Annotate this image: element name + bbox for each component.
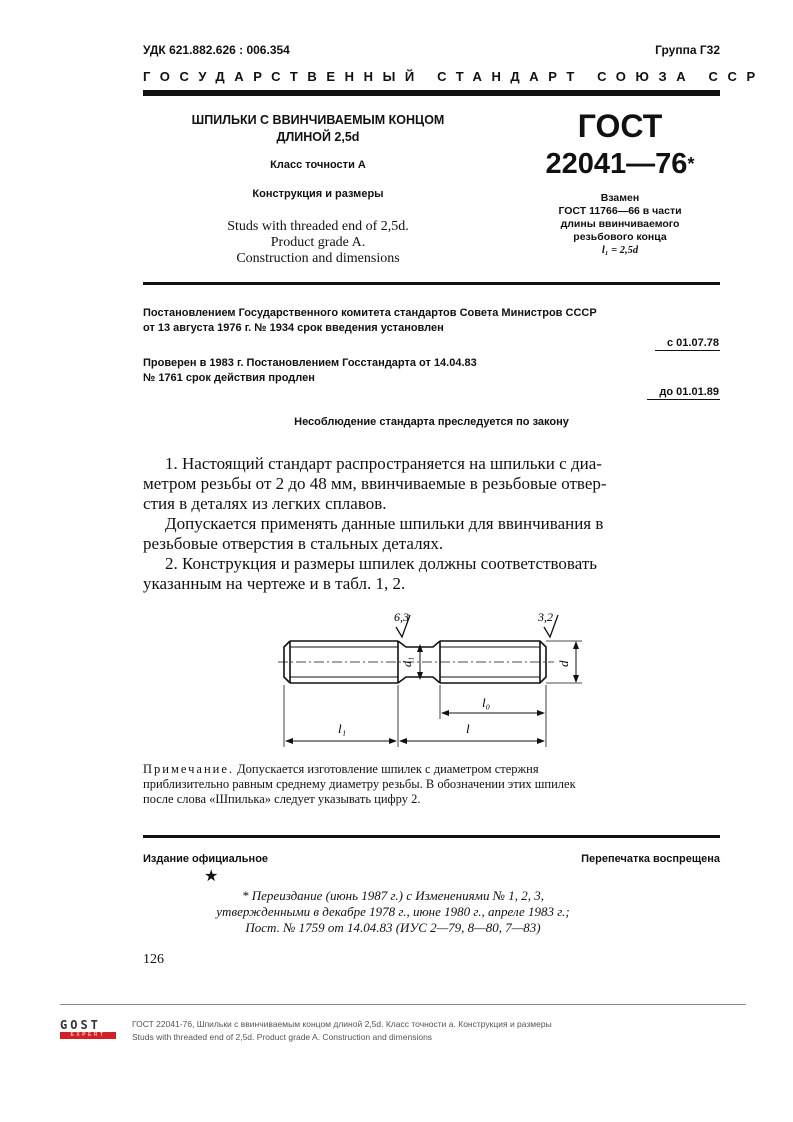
note-line2: приблизительно равным среднему диаметру резьбы. В обозначении этих шпилек [143,777,576,791]
english-title-line2: Product grade A. [270,235,366,250]
stud-drawing [270,605,600,755]
gostexpert-logo[interactable] [60,1019,116,1039]
gost-block [520,108,720,257]
p3-line2: указанным на чертеже и в табл. 1, 2. [143,574,406,593]
official-edition: Издание официальное [143,853,269,865]
expiry-date: до 01.01.89 [647,386,720,400]
gost-star: * [687,154,695,174]
note-label: Примечание. [143,762,235,776]
english-title-line1: Studs with threaded end of 2,5d. [227,219,409,234]
logo-expert-text: EXPERT [60,1032,116,1039]
p1-line1: 1. Настоящий стандарт распространяется на шпильки с диа- [165,454,602,473]
l0-label: l₀ [482,695,491,710]
subtitle: Конструкция и размеры [252,188,384,200]
reprint-prohibited: Перепечатка воспрещена [581,853,720,865]
replaces-line2: ГОСТ 11766—66 в части [558,205,682,217]
replaces-line3: длины ввинчиваемого [560,218,680,230]
page-number: 126 [143,952,164,967]
law-warning: Несоблюдение стандарта преследуется по закону [294,416,569,428]
logo-gost-text: GOST [60,1018,101,1032]
d-label: d [556,660,571,667]
gost-label: ГОСТ [577,108,663,144]
replaces-line4: резьбового конца [573,231,667,243]
decree-line1: Постановлением Государственного комитета стандартов Совета Министров СССР [143,307,597,319]
english-title-line3: Construction and dimensions [236,251,400,266]
banner-title: ГОСУДАРСТВЕННЫЙ СТАНДАРТ СОЮЗА ССР [143,69,765,84]
reissue-block [143,888,643,936]
effective-date: с 01.07.78 [655,337,720,351]
footer-rule [143,835,720,838]
roughness-value-2: 3,2 [538,610,553,624]
title-line1: ШПИЛЬКИ С ВВИНЧИВАЕМЫМ КОНЦОМ [191,113,445,127]
checked-block [143,356,477,386]
p3-line1: 2. Конструкция и размеры шпилек должны соответствовать [165,554,597,573]
gost-number: 22041—76 [545,148,688,180]
p2-line1: Допускается применять данные шпильки для ввинчивания в [165,514,604,533]
reissue-line1: * Переиздание (июнь 1987 г.) с Изменениями № 1, 2, 3, [242,888,544,903]
roughness-value-1: 6,3 [394,610,409,624]
udk-code: УДК 621.882.626 : 006.354 [143,43,290,57]
extension-lines [284,685,546,747]
decree-block [143,306,720,336]
decree-line2: от 13 августа 1976 г. № 1934 срок введения установлен [143,322,444,334]
replaces-line1: Взамен [600,192,640,204]
body-text [143,454,720,594]
note-line3: после слова «Шпилька» следует указывать цифру 2. [143,792,421,806]
header-bottom-rule [143,282,720,285]
site-footer-rule [60,1004,746,1005]
banner-rule [143,90,720,96]
title-block [143,112,493,203]
reissue-line3: Пост. № 1759 от 14.04.83 (ИУС 2—79, 8—80, 7—83) [245,920,541,935]
english-title [143,219,493,267]
title-line2: ДЛИНОЙ 2,5d [276,130,360,144]
star-icon: ★ [204,868,219,885]
reissue-line2: утвержденными в декабре 1978 г., июне 1980 г., апреле 1983 г.; [216,904,570,919]
site-footer-text [132,1018,552,1044]
group-code: Группа Г32 [655,43,720,57]
p1-line2: метром резьбы от 2 до 48 мм, ввинчиваемые в резьбовые отвер- [143,474,607,493]
l1-label: l₁ [338,721,347,736]
d1-label: d₁ [400,656,414,667]
site-footer-line2: Studs with threaded end of 2,5d. Product grade A. Construction and dimensions [132,1032,433,1042]
accuracy-class: Класс точности А [270,159,366,171]
replaces-line5: l₁ = 2,5d [601,245,639,256]
replaces-block [520,192,720,257]
l-label: l [466,721,470,736]
note-line1: Допускается изготовление шпилек с диаметром стержня [234,762,539,776]
checked-line2: № 1761 срок действия продлен [143,372,315,384]
checked-line1: Проверен в 1983 г. Постановлением Госстандарта от 14.04.83 [143,357,477,369]
site-footer-line1: ГОСТ 22041-76, Шпильки с ввинчиваемым концом длиной 2,5d. Класс точности а. Конструкция и размеры [132,1019,552,1029]
p1-line3: стия в деталях из легких сплавов. [143,494,387,513]
gost-number-line [520,146,720,182]
note-block [143,762,720,807]
p2-line2: резьбовые отверстия в стальных деталях. [143,534,444,553]
